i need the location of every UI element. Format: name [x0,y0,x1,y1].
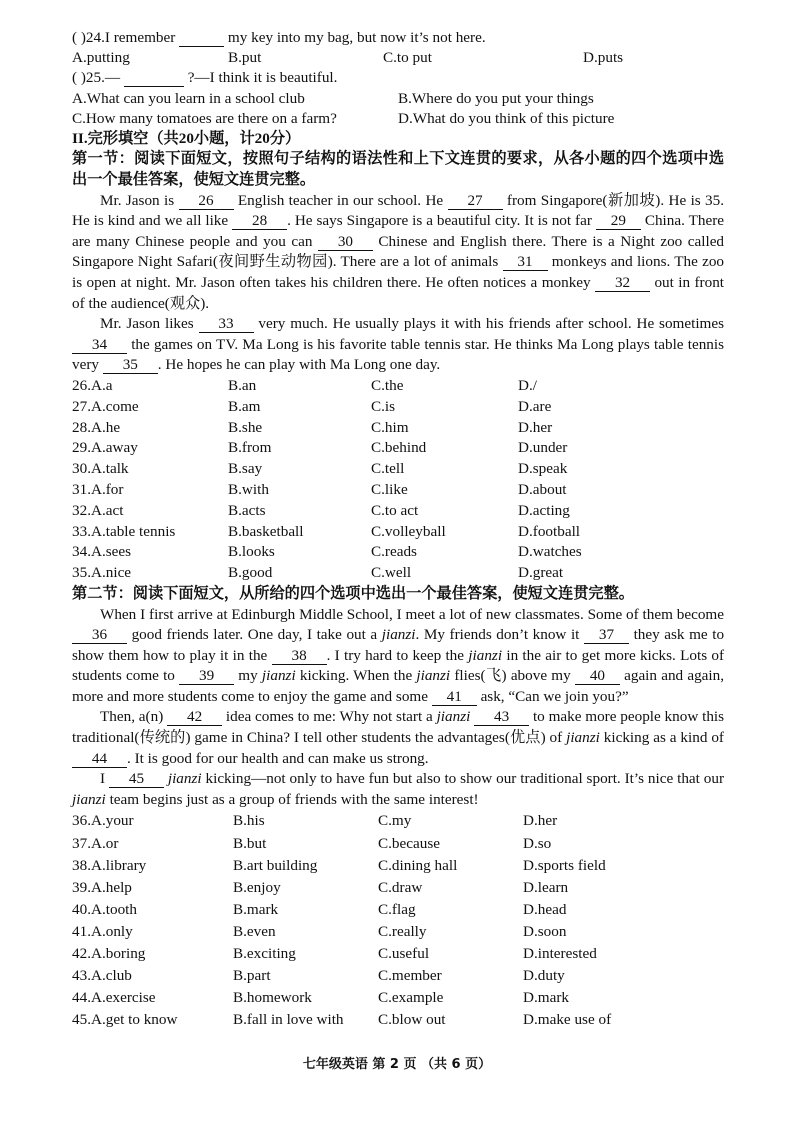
choice-41-a: 41.A.only [72,922,133,940]
choice-38-c: C.dining hall [378,856,458,874]
choice-28-b: B.she [228,418,263,436]
p1-text-4: . He says Singapore is a beautiful city. It is not far [287,212,592,230]
choice-38-b: B.art building [233,856,318,874]
blank-41: 41 [432,689,477,706]
blank-32: 32 [595,275,650,292]
choice-34-a: 34.A.sees [72,543,132,561]
blank-34: 34 [72,337,127,354]
choice-36-b: B.his [233,812,265,830]
question-24 [72,28,724,48]
page-footer: 七年级英语 第 2 页 （共 6 页） [302,1057,492,1072]
choice-40-b: B.mark [233,900,279,918]
p3-text-2: good friends later. One day, I take out a [131,626,378,644]
p2-text-1: Mr. Jason likes [100,315,194,333]
choice-33-c: C.volleyball [371,522,446,540]
choice-43-b: B.part [233,967,271,985]
q25-option-c: C.How many tomatoes are there on a farm? [72,109,337,127]
choice-43-d: D.duty [523,967,565,985]
choice-42-c: C.useful [378,945,430,963]
blank-44: 44 [72,751,127,768]
p3-text-1: When I first arrive at Edinburgh Middle School, I meet a lot of new classmates. Some of them become [100,605,724,623]
p1-text-6: Chinese and English there. There is a Night zoo called Singapore Night Safari(夜间野生动物园). There are a lot of animals [72,232,725,271]
choice-28-d: D.her [518,418,553,436]
choice-26-b: B.an [228,376,257,394]
choice-36-c: C.my [378,812,412,830]
blank-27: 27 [448,193,503,210]
choice-41-b: B.even [233,922,276,940]
blank-37: 37 [584,627,629,644]
choice-33-b: B.basketball [228,522,304,540]
blank-26: 26 [179,193,234,210]
choice-41-c: C.really [378,922,427,940]
choice-40-a: 40.A.tooth [72,900,137,918]
choice-30-c: C.tell [371,460,405,478]
choice-29-c: C.behind [371,439,427,457]
q24-option-b: B.put [228,49,262,67]
blank-38: 38 [272,648,327,665]
blank-35: 35 [103,357,158,374]
choice-33-d: D.football [518,522,581,540]
choice-43-a: 43.A.club [72,967,132,985]
blank-36: 36 [72,627,127,644]
choice-45-b: B.fall in love with [233,1011,344,1029]
choice-29-b: B.from [228,439,272,457]
p3-text-11: ask, “Can we join you?” [480,687,629,705]
blank-42: 42 [167,709,222,726]
q25-option-b: B.Where do you put your things [398,89,594,107]
choice-34-d: D.watches [518,543,582,561]
q25-blank [124,70,184,87]
exam-page [72,28,724,1031]
choice-44-a: 44.A.exercise [72,989,156,1007]
choice-39-a: 39.A.help [72,878,132,896]
choice-45-c: C.blow out [378,1011,446,1029]
passage1-paragraph1 [72,191,724,315]
p3-text-4: they ask me to show them how to play it in the [72,626,725,664]
p1-text-5: China. There are many Chinese people and you can [72,212,724,250]
choice-30-a: 30.A.talk [72,460,129,478]
p3-text-3: . My friends don’t know it [415,626,580,644]
blank-28: 28 [232,213,287,230]
jianzi-word: jianzi [566,729,600,747]
choice-41-d: D.soon [523,922,567,940]
p5-text-2: kicking—not only to have fun but also to show our traditional sport. It’s nice that our [205,770,725,788]
part2-choices [72,810,724,1031]
choice-32-c: C.to act [371,501,419,519]
jianzi-word: jianzi [436,708,471,726]
q24-stem-before: ( )24.I remember [72,29,176,46]
p2-text-3: the games on TV. Ma Long is his favorite table tennis star. He thinks Ma Long plays table tennis very [72,335,725,374]
part2-instruction: 第二节：阅读下面短文，从所给的四个选项中选出一个最佳答案，使短文连贯完整。 [72,584,634,602]
choice-42-b: B.exciting [233,945,296,963]
choice-33-a: 33.A.table tennis [72,522,176,540]
choice-29-a: 29.A.away [72,439,138,457]
choice-27-d: D.are [518,397,552,415]
choice-31-a: 31.A.for [72,480,124,498]
p3-text-7: my [238,667,258,685]
blank-33: 33 [199,316,254,333]
choice-37-a: 37.A.or [72,834,119,852]
p1-text-2: English teacher in our school. He [237,191,444,209]
choice-31-c: C.like [371,480,408,498]
blank-30: 30 [318,234,373,251]
part1-choices [72,376,724,584]
p1-text-8: out in front of the audience(观众). [72,273,725,312]
choice-37-b: B.but [233,834,267,852]
p4-text-3: to make more people know this traditional(传统的) game in China? I tell other students the advantages(优点) of [72,708,725,747]
choice-32-d: D.acting [518,501,570,519]
question-25 [72,68,724,88]
q24-options [72,48,724,68]
choice-39-d: D.learn [523,878,569,896]
choice-44-b: B.homework [233,989,312,1007]
choice-42-d: D.interested [523,945,597,963]
q24-option-a: A.putting [72,49,130,67]
p3-text-6: in the air to get more kicks. Lots of students come to [72,646,725,685]
choice-36-a: 36.A.your [72,812,134,830]
p4-text-1: Then, a(n) [100,708,164,726]
choice-37-c: C.because [378,834,440,852]
q24-stem-after: my key into my bag, but now it’s not here. [227,29,486,46]
p4-text-4: kicking as a kind of [603,729,724,747]
choice-42-a: 42.A.boring [72,945,146,963]
jianzi-word: jianzi [381,626,416,644]
choice-30-d: D.speak [518,460,568,478]
blank-45: 45 [109,771,164,788]
q25-option-d: D.What do you think of this picture [398,109,615,127]
p3-text-8: kicking. When the [299,667,413,685]
choice-36-d: D.her [523,812,558,830]
passage2-paragraph1 [72,605,724,708]
choice-37-d: D.so [523,834,552,852]
q25-option-a: A.What can you learn in a school club [72,89,305,107]
q24-option-d: D.puts [583,49,624,67]
p4-text-5: . It is good for our health and can make us strong. [127,749,429,767]
choice-35-d: D.great [518,564,564,582]
choice-35-c: C.well [371,564,412,582]
p3-text-10: again and again, more and more students come to enjoy the game and some [72,667,725,705]
choice-39-c: C.draw [378,878,423,896]
choice-35-b: B.good [228,564,273,582]
jianzi-word: jianzi [167,770,202,788]
p1-text-3: from Singapore(新加坡). He is 35. He is kind and we all like [72,191,725,230]
choice-44-d: D.mark [523,989,569,1007]
choice-38-d: D.sports field [523,856,606,874]
choice-34-c: C.reads [371,543,417,561]
choice-32-a: 32.A.act [72,501,124,519]
blank-29: 29 [596,213,641,230]
choice-26-c: C.the [371,376,404,394]
choice-34-b: B.looks [228,543,275,561]
passage2-paragraph3 [72,769,724,810]
choice-27-a: 27.A.come [72,397,139,415]
q24-option-c: C.to put [383,49,432,67]
choice-29-d: D.under [518,439,568,457]
p2-text-2: very much. He usually plays it with his friends after school. He sometimes [258,315,725,333]
choice-30-b: B.say [228,460,263,478]
choice-32-b: B.acts [228,501,266,519]
q25-stem-before: ( )25.— [72,69,121,87]
choice-45-d: D.make use of [523,1011,612,1029]
choice-40-c: C.flag [378,900,416,918]
choice-31-d: D.about [518,480,567,498]
section-2-title: II.完形填空（共20小题，计20分） [72,130,301,148]
q25-options [72,89,724,129]
jianzi-word: jianzi [261,667,296,685]
q24-blank [179,30,224,47]
passage1-paragraph2 [72,314,724,376]
p1-text-1: Mr. Jason is [100,191,175,209]
choice-44-c: C.example [378,989,444,1007]
blank-31: 31 [503,254,548,271]
choice-26-d: D./ [518,376,537,394]
blank-40: 40 [575,668,620,685]
jianzi-word: jianzi [468,646,503,664]
p3-text-5: . I try hard to keep the [326,646,465,664]
choice-39-b: B.enjoy [233,878,281,896]
p3-text-9: flies(飞) above my [454,667,571,685]
choice-40-d: D.head [523,900,567,918]
jianzi-word: jianzi [416,667,451,685]
choice-26-a: 26.A.a [72,376,113,394]
p2-text-4: . He hopes he can play with Ma Long one day. [157,356,441,374]
choice-27-c: C.is [371,397,396,415]
choice-35-a: 35.A.nice [72,564,132,582]
jianzi-word: jianzi [72,790,106,808]
choice-28-c: C.him [371,418,409,436]
p5-text-3: team begins just as a group of friends with the same interest! [109,790,479,808]
p4-text-2: idea comes to me: Why not start a [225,708,433,726]
q25-stem-after: ?—I think it is beautiful. [187,69,338,87]
part1-instruction: 第一节：阅读下面短文，按照句子结构的语法性和上下文连贯的要求，从各小题的四个选项中选出一个最佳答案，使短文连贯完整。 [72,150,724,189]
choice-38-a: 38.A.library [72,856,147,874]
choice-28-a: 28.A.he [72,418,121,436]
choice-43-c: C.member [378,967,442,985]
choice-27-b: B.am [228,397,261,415]
passage2-paragraph2 [72,707,724,769]
blank-43: 43 [474,709,529,726]
blank-39: 39 [179,668,234,685]
p1-text-7: monkeys and lions. The zoo is open at night. Mr. Jason often takes his children there. He often notices a monkey [72,253,725,291]
p5-text-1: I [100,770,106,788]
choice-45-a: 45.A.get to know [72,1011,178,1029]
choice-31-b: B.with [228,480,269,498]
